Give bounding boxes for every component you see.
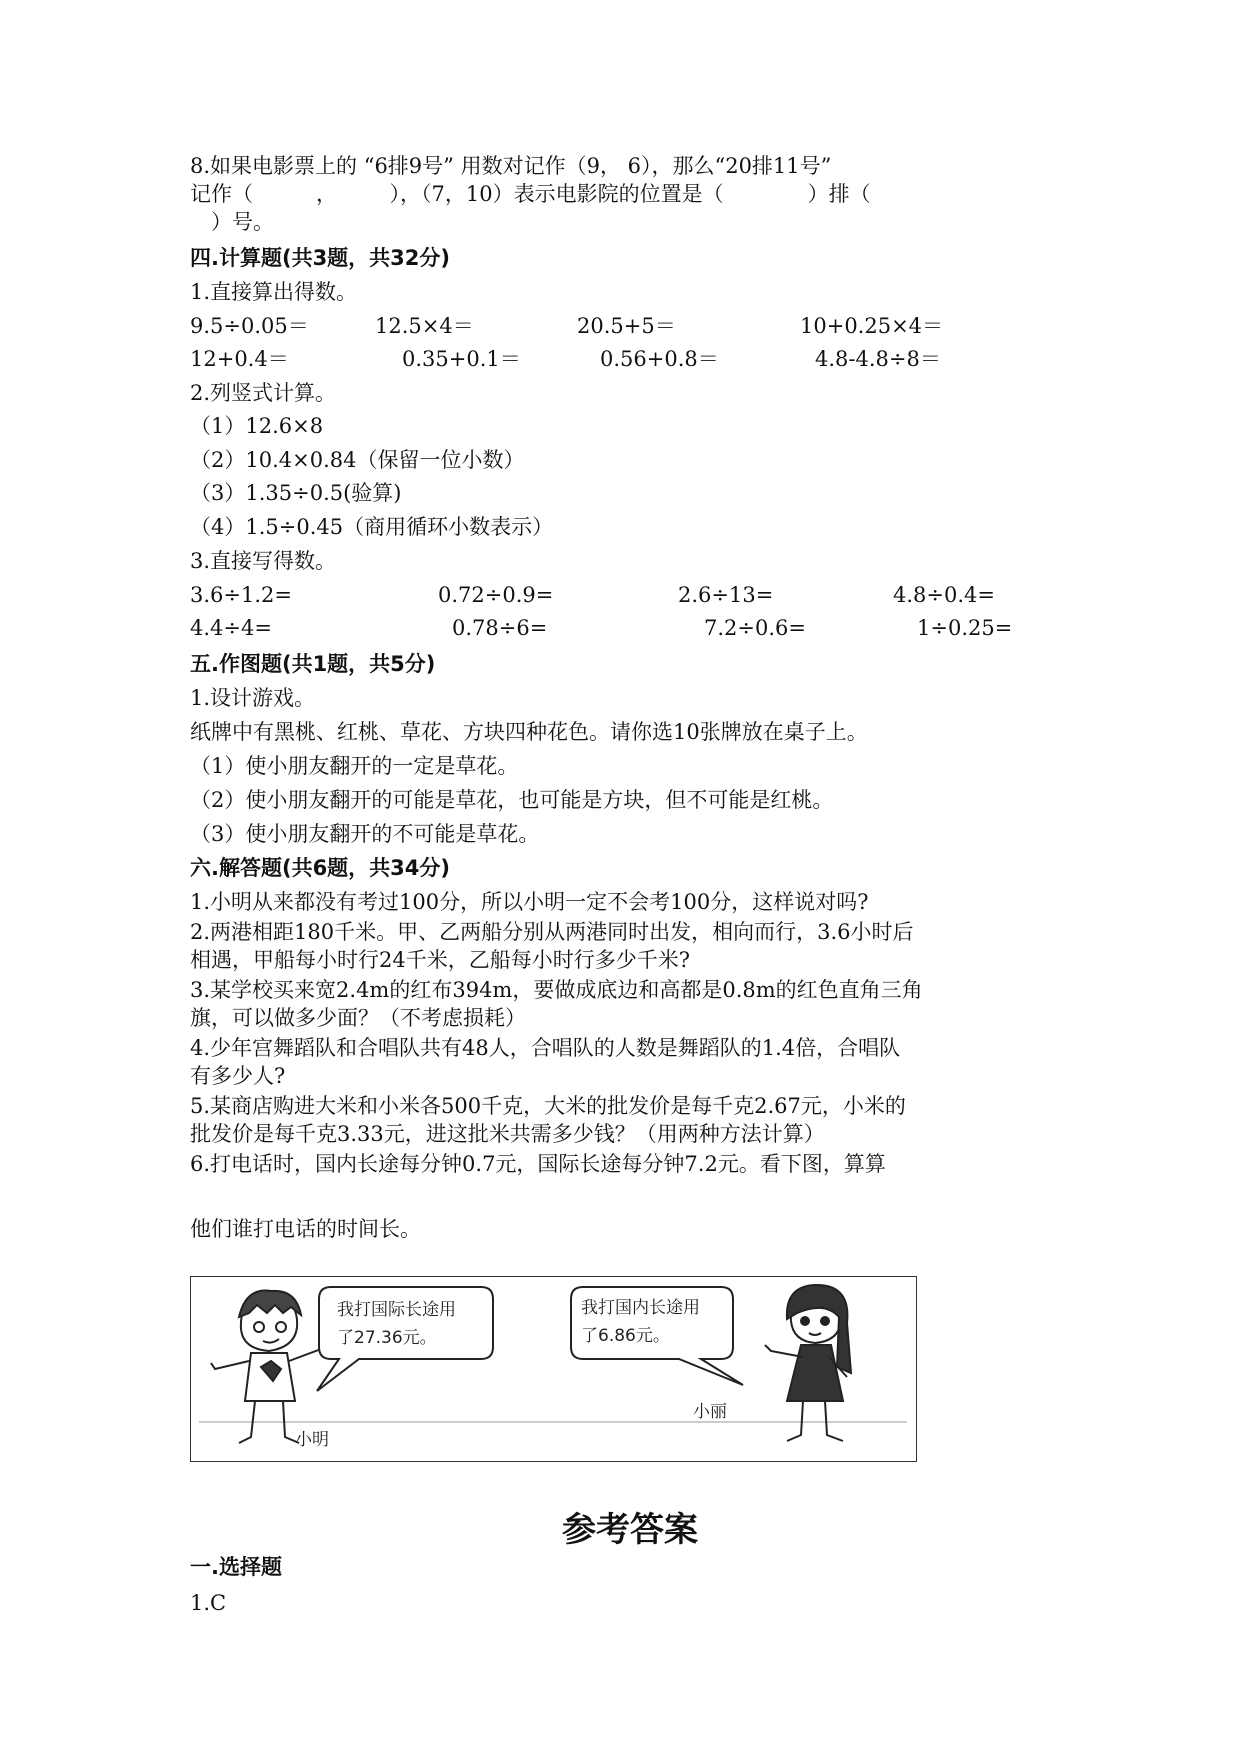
q8-line-1: 8.如果电影票上的 “6排9号” 用数对记作（9， 6），那么“20排11号”	[190, 154, 832, 178]
s6-line-3: 相遇，甲船每小时行24千米，乙船每小时行多少千米?	[190, 948, 690, 972]
s6-line-7: 有多少人?	[190, 1064, 286, 1088]
s4-q3-row-1	[190, 581, 1070, 609]
boy-label: 小明	[295, 1430, 329, 1450]
s6-line-1: 1.小明从来都没有考过100分，所以小明一定不会考100分，这样说对吗?	[190, 890, 869, 914]
section5-title: 五.作图题(共1题，共5分)	[190, 652, 436, 676]
calc-item: 7.2÷0.6=	[704, 616, 806, 640]
calc-item: 0.72÷0.9=	[438, 583, 554, 607]
s6-q6-tail: 他们谁打电话的时间长。	[190, 1217, 421, 1241]
calc-item: 4.4÷4=	[190, 616, 272, 640]
calc-item: 12.5×4＝	[375, 314, 474, 338]
boy-bubble-line-2: 了27.36元。	[337, 1328, 437, 1348]
s4-q3-title: 3.直接写得数。	[190, 549, 337, 573]
s5-item-2: （2）使小朋友翻开的可能是草花，也可能是方块，但不可能是红桃。	[190, 788, 834, 812]
boy-speech-bubble	[317, 1287, 493, 1391]
s4-q2-item-4: （4）1.5÷0.45（商用循环小数表示）	[190, 515, 554, 539]
s4-q3-row-2	[190, 614, 1070, 642]
s4-q1-title: 1.直接算出得数。	[190, 280, 358, 304]
calc-item: 12+0.4＝	[190, 347, 289, 371]
girl-bubble-line-2: 了6.86元。	[581, 1326, 670, 1346]
s6-line-8: 5.某商店购进大米和小米各500千克，大米的批发价是每千克2.67元，小米的	[190, 1094, 906, 1118]
calc-item: 4.8÷0.4=	[893, 583, 995, 607]
q8-line-3: ）号。	[190, 210, 274, 234]
s5-intro: 纸牌中有黑桃、红桃、草花、方块四种花色。请你选10张牌放在桌子上。	[190, 720, 868, 744]
answers-section1-title: 一.选择题	[190, 1555, 282, 1579]
girl-bubble-line-1: 我打国内长途用	[581, 1298, 700, 1318]
s4-q1-row-1	[190, 312, 1070, 340]
calc-item: 3.6÷1.2=	[190, 583, 292, 607]
girl-speech-bubble	[571, 1287, 743, 1385]
section4-title: 四.计算题(共3题，共32分)	[190, 246, 451, 270]
s6-line-6: 4.少年宫舞蹈队和合唱队共有48人，合唱队的人数是舞蹈队的1.4倍，合唱队	[190, 1036, 901, 1060]
s6-line-10: 6.打电话时，国内长途每分钟0.7元，国际长途每分钟7.2元。看下图，算算	[190, 1152, 886, 1176]
answers-title: 参考答案	[562, 1510, 698, 1550]
s5-item-1: （1）使小朋友翻开的一定是草花。	[190, 754, 519, 778]
calc-item: 10+0.25×4＝	[800, 314, 944, 338]
s6-line-2: 2.两港相距180千米。甲、乙两船分别从两港同时出发，相向而行，3.6小时后	[190, 920, 914, 944]
boy-bubble-line-1: 我打国际长途用	[337, 1300, 456, 1320]
answer-1: 1.C	[190, 1591, 227, 1615]
calc-item: 2.6÷13=	[678, 583, 774, 607]
s6-line-9: 批发价是每千克3.33元，进这批米共需多少钱？（用两种方法计算）	[190, 1122, 825, 1146]
calc-item: 20.5+5＝	[577, 314, 676, 338]
q8-line-2: 记作（ ， ），（7，10）表示电影院的位置是（ ）排（	[190, 182, 871, 206]
s5-q1-title: 1.设计游戏。	[190, 686, 316, 710]
s4-q2-item-3: （3）1.35÷0.5(验算)	[190, 481, 402, 505]
section6-title: 六.解答题(共6题，共34分)	[190, 856, 451, 880]
s4-q1-row-2	[190, 345, 1070, 373]
girl-label: 小丽	[693, 1402, 727, 1422]
calc-item: 0.78÷6=	[452, 616, 548, 640]
calc-item: 0.56+0.8＝	[600, 347, 719, 371]
s4-q2-title: 2.列竖式计算。	[190, 381, 337, 405]
calc-item: 4.8-4.8÷8＝	[815, 347, 941, 371]
s4-q2-item-2: （2）10.4×0.84（保留一位小数）	[190, 448, 525, 472]
s6-line-5: 旗，可以做多少面？（不考虑损耗）	[190, 1006, 526, 1030]
calc-item: 9.5÷0.05＝	[190, 314, 309, 338]
s5-item-3: （3）使小朋友翻开的不可能是草花。	[190, 822, 540, 846]
calc-item: 0.35+0.1＝	[402, 347, 521, 371]
girl-figure	[765, 1285, 851, 1441]
s6-line-4: 3.某学校买来宽2.4m的红布394m，要做成底边和高都是0.8m的红色直角三角	[190, 978, 923, 1002]
calc-item: 1÷0.25=	[917, 616, 1013, 640]
illustration-svg	[191, 1277, 915, 1460]
boy-figure	[211, 1291, 327, 1443]
phone-call-illustration	[190, 1276, 917, 1462]
s4-q2-item-1: （1）12.6×8	[190, 414, 324, 438]
